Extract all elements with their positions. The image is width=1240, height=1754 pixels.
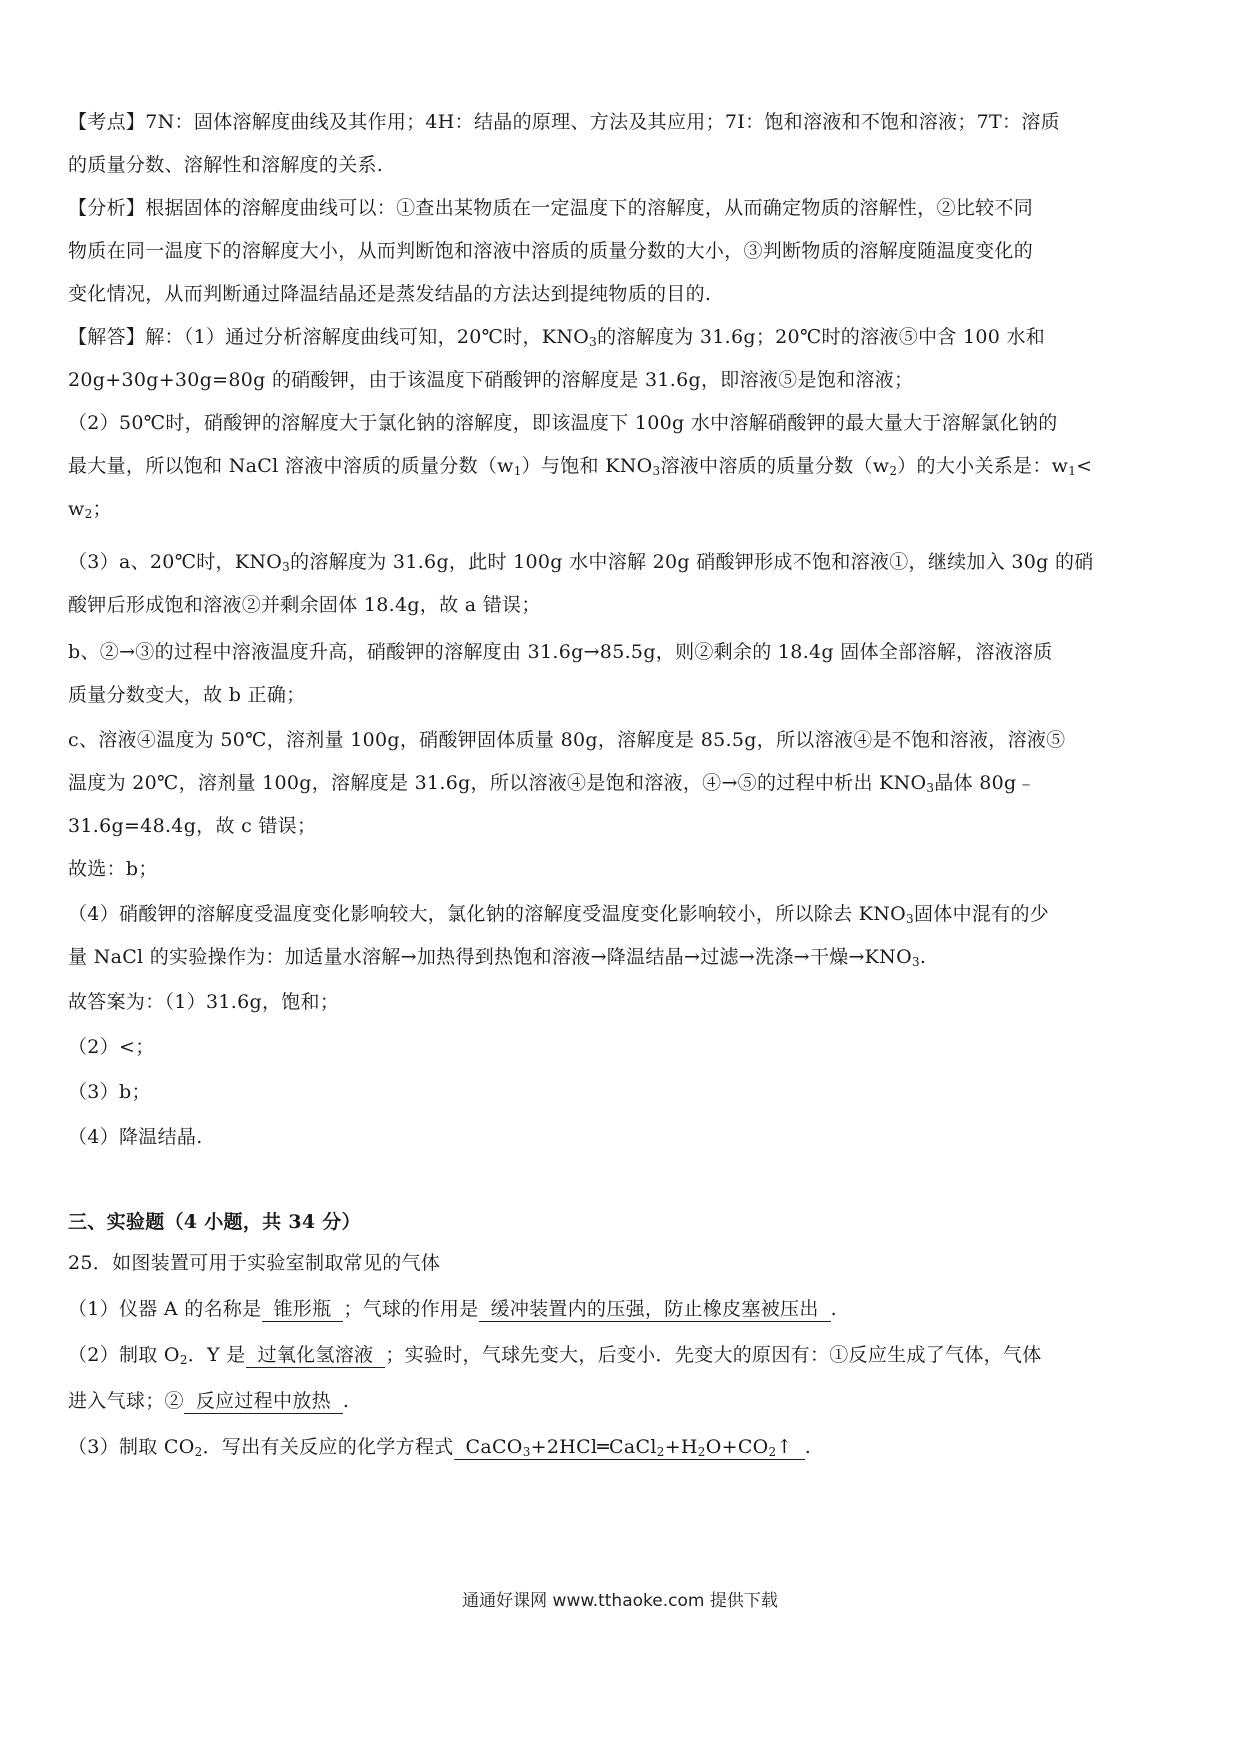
- part3c-line-2: [68, 769, 1178, 797]
- text-span: 晶体 80g﹣: [934, 772, 1036, 794]
- subscript: 2: [656, 1445, 665, 1459]
- part4-line-2: [68, 943, 1178, 971]
- text-span: w: [68, 498, 85, 520]
- text-span: （3）a、20℃时，KNO: [68, 551, 283, 573]
- part2-line-1: （2）50℃时，硝酸钾的溶解度大于氯化钠的溶解度，即该温度下 100g 水中溶解硝酸钾的最大量大于溶解氯化钠的: [68, 412, 1058, 434]
- text-span: 固体中混有的少: [913, 903, 1050, 925]
- text-span: ）与饱和 KNO: [521, 455, 653, 477]
- choose-line: 故选：b；: [68, 858, 158, 880]
- part3b-line-1: b、②→③的过程中溶液温度升高，硝酸钾的溶解度由 31.6g→85.5g，则②剩余的 18.4g 固体全部溶解，溶液溶质: [68, 641, 1053, 663]
- answer-line-2: （2）<；: [68, 1036, 155, 1058]
- q25-part3: [68, 1433, 1178, 1461]
- text-span: +H: [664, 1436, 698, 1458]
- subscript: 3: [652, 464, 661, 478]
- text-span: ．写出有关反应的化学方程式: [202, 1436, 454, 1458]
- answer-line-3: （3）b；: [68, 1081, 151, 1103]
- text-span: ↑: [776, 1436, 793, 1458]
- text-span: 【解答】解：（1）通过分析溶解度曲线可知，20℃时，KNO: [68, 326, 590, 348]
- text-span: ．Y 是: [187, 1344, 246, 1366]
- text-span: +2HCl═CaCl: [530, 1436, 657, 1458]
- section-title: 三、实验题（4 小题，共 34 分）: [68, 1211, 361, 1233]
- subscript: 2: [179, 1353, 188, 1367]
- q25-part2: [68, 1341, 1178, 1369]
- text-span: <: [1076, 455, 1093, 477]
- subscript: 2: [84, 507, 93, 521]
- subscript: 3: [282, 560, 291, 574]
- kaodian-line-1: 【考点】7N：固体溶解度曲线及其作用；4H：结晶的原理、方法及其应用；7I：饱和溶液和不饱和溶液；7T：溶质: [68, 111, 1060, 133]
- part2-line-2: [68, 452, 1178, 480]
- subscript: 2: [768, 1445, 777, 1459]
- q25-part2-cont: [68, 1387, 1178, 1415]
- part3a-line-2: 酸钾后形成饱和溶液②并剩余固体 18.4g，故 a 错误；: [68, 594, 541, 616]
- text-span: 的溶解度为 31.6g；20℃时的溶液⑤中含 100 水和: [597, 326, 1046, 348]
- fenxi-line-1: 【分析】根据固体的溶解度曲线可以：①查出某物质在一定温度下的溶解度，从而确定物质的溶解性，②比较不同: [68, 197, 1034, 219]
- answer-blank: 锥形瓶: [262, 1297, 344, 1322]
- answer-blank: 反应过程中放热: [184, 1389, 343, 1414]
- text-span: O+CO: [705, 1436, 769, 1458]
- text-span: （4）硝酸钾的溶解度受温度变化影响较大，氯化钠的溶解度受温度变化影响较小，所以除去 KNO: [68, 903, 907, 925]
- part3a-line-1: [68, 548, 1178, 576]
- text-span: ）的大小关系是：w: [897, 455, 1069, 477]
- fenxi-line-3: 变化情况，从而判断通过降温结晶还是蒸发结晶的方法达到提纯物质的目的.: [68, 283, 712, 305]
- subscript: 3: [926, 781, 935, 795]
- text-span: ；实验时，气球先变大，后变小．先变大的原因有：①反应生成了气体，气体: [385, 1344, 1042, 1366]
- text-span: ；: [92, 498, 112, 520]
- question-25: 25．如图装置可用于实验室制取常见的气体: [68, 1252, 441, 1274]
- answer-blank: [454, 1435, 805, 1460]
- text-span: .: [919, 946, 927, 968]
- kaodian-line-2: 的质量分数、溶解性和溶解度的关系.: [68, 154, 384, 176]
- subscript: 2: [194, 1445, 203, 1459]
- text-span: .: [804, 1436, 812, 1458]
- text-span: 的溶解度为 31.6g，此时 100g 水中溶解 20g 硝酸钾形成不饱和溶液①，继续加入 30g 的硝: [290, 551, 1094, 573]
- fenxi-line-2: 物质在同一温度下的溶解度大小，从而判断饱和溶液中溶质的质量分数的大小，③判断物质的溶解度随温度变化的: [68, 240, 1034, 262]
- jieda-line-2: 20g+30g+30g=80g 的硝酸钾，由于该温度下硝酸钾的溶解度是 31.6g，即溶液⑤是饱和溶液；: [68, 369, 914, 391]
- answer-line-4: （4）降温结晶.: [68, 1126, 203, 1148]
- text-span: 进入气球；②: [68, 1390, 184, 1412]
- part2-line-3: [68, 495, 1178, 523]
- subscript: 3: [911, 955, 920, 969]
- part3c-line-1: c、溶液④温度为 50℃，溶剂量 100g，硝酸钾固体质量 80g，溶解度是 85.5g，所以溶液④是不饱和溶液，溶液⑤: [68, 729, 1066, 751]
- subscript: 1: [513, 464, 522, 478]
- part3c-line-3: 31.6g=48.4g，故 c 错误；: [68, 815, 317, 837]
- text-span: 温度为 20℃，溶剂量 100g，溶解度是 31.6g，所以溶液④是饱和溶液，④→⑤的过程中析出 KNO: [68, 772, 927, 794]
- subscript: 2: [889, 464, 898, 478]
- text-span: （3）制取 CO: [68, 1436, 195, 1458]
- part4-line-1: [68, 900, 1178, 928]
- text-span: （1）仪器 A 的名称是: [68, 1298, 262, 1320]
- text-span: 量 NaCl 的实验操作为：加适量水溶解→加热得到热饱和溶液→降温结晶→过滤→洗涤→干燥→KNO: [68, 946, 912, 968]
- text-span: CaCO: [465, 1436, 523, 1458]
- answer-blank: 缓冲装置内的压强，防止橡皮塞被压出: [479, 1297, 831, 1322]
- text-span: .: [342, 1390, 350, 1412]
- q25-part1: [68, 1295, 1178, 1323]
- text-span: .: [830, 1298, 837, 1320]
- jieda-line-1: [68, 323, 1178, 351]
- subscript: 2: [697, 1445, 706, 1459]
- answer-blank: 过氧化氢溶液: [246, 1343, 386, 1368]
- subscript: 1: [1068, 464, 1077, 478]
- text-span: ；气球的作用是: [343, 1298, 479, 1320]
- answer-line-1: 故答案为：（1）31.6g，饱和；: [68, 991, 340, 1013]
- subscript: 3: [589, 335, 598, 349]
- text-span: 溶液中溶质的质量分数（w: [660, 455, 890, 477]
- part3b-line-2: 质量分数变大，故 b 正确；: [68, 684, 306, 706]
- subscript: 3: [522, 1445, 531, 1459]
- page-footer: 通通好课网 www.tthaoke.com 提供下载: [462, 1591, 778, 1611]
- subscript: 3: [906, 912, 914, 926]
- text-span: 最大量，所以饱和 NaCl 溶液中溶质的质量分数（w: [68, 455, 514, 477]
- text-span: （2）制取 O: [68, 1344, 180, 1366]
